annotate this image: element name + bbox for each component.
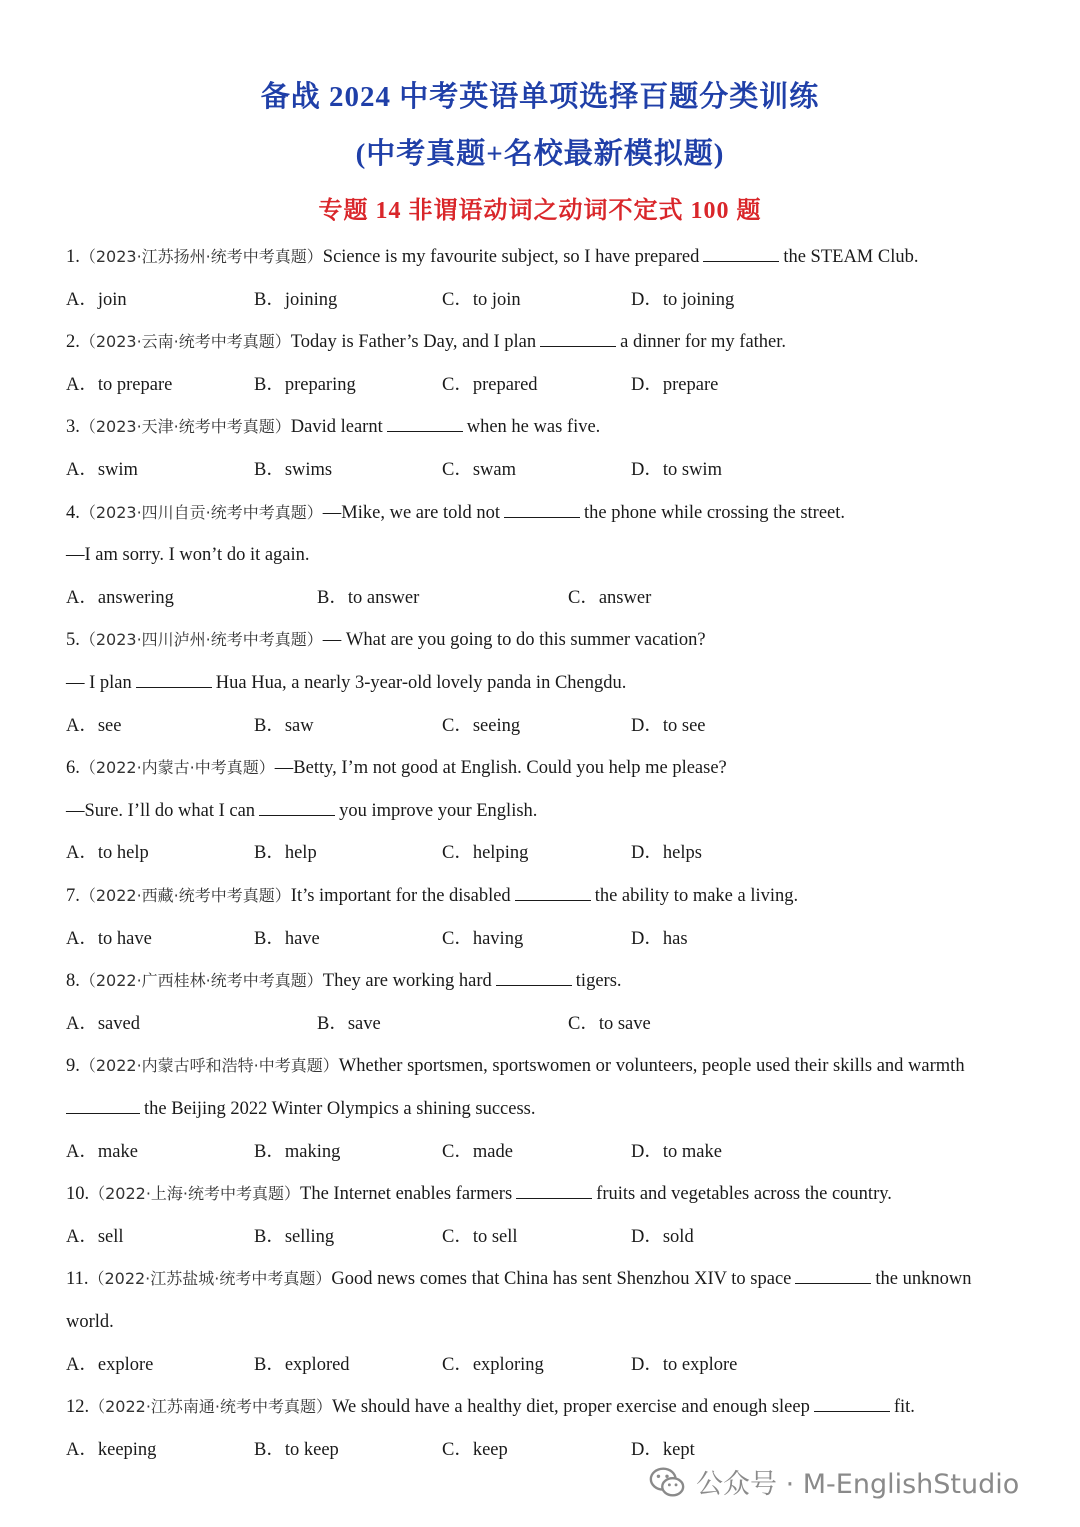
question-number: 7. (66, 886, 80, 906)
answer-option[interactable]: C．to sell (442, 1226, 518, 1247)
answer-option[interactable]: D．has (631, 928, 688, 949)
answer-blank (504, 501, 580, 518)
question-stem (66, 1054, 1030, 1078)
question-source: （2023·四川泸州·统考中考真题） (79, 630, 323, 650)
question-source: （2023·天津·统考中考真题） (79, 417, 291, 437)
answer-option[interactable]: D．kept (631, 1439, 695, 1460)
question-text: —Betty, I’m not good at English. Could you help me please? (274, 758, 727, 779)
question-stem (66, 1267, 1030, 1291)
question-source: （2023·四川自贡·统考中考真题） (79, 502, 323, 522)
question-text-after: the phone while crossing the street. (584, 502, 846, 523)
question-stem-continued (66, 1310, 1030, 1334)
answer-option[interactable]: D．to make (631, 1141, 722, 1162)
answer-blank (814, 1395, 890, 1412)
question-text: —I am sorry. I won’t do it again. (66, 545, 310, 566)
answer-option[interactable]: A．answering (66, 587, 174, 608)
question-stem (66, 756, 1030, 780)
question-text-after: the STEAM Club. (783, 247, 919, 267)
question-stem (66, 884, 1030, 908)
answer-option[interactable]: D．to swim (631, 460, 722, 480)
answer-option[interactable]: C．prepared (442, 374, 538, 395)
answer-option[interactable]: A．keeping (66, 1439, 157, 1460)
answer-option[interactable]: D．to joining (631, 289, 735, 310)
answer-option[interactable]: B．making (254, 1141, 341, 1162)
question-stem (66, 1182, 1030, 1206)
wechat-icon (648, 1463, 686, 1501)
question-number: 11. (66, 1269, 89, 1290)
question-text-after: when he was five. (466, 417, 601, 438)
question-source: （2022·内蒙古·中考真题） (79, 758, 275, 778)
question-source: （2022·上海·统考中考真题） (89, 1184, 301, 1204)
answer-option[interactable]: B．saw (254, 715, 314, 736)
question-text: Today is Father’s Day, and I plan (290, 332, 537, 353)
question-text: —Sure. I’ll do what I can (66, 800, 256, 821)
answer-option[interactable]: D．to explore (631, 1354, 738, 1375)
question-stem-continued (66, 671, 1030, 695)
answer-blank (66, 1097, 140, 1114)
question-source: （2022·江苏盐城·统考中考真题） (88, 1269, 332, 1289)
answer-option[interactable]: A．to help (66, 843, 149, 864)
question-source: （2022·广西桂林·统考中考真题） (79, 971, 323, 991)
answer-option[interactable]: A．swim (66, 460, 138, 480)
question-source: （2022·西藏·统考中考真题） (79, 886, 291, 905)
answer-option[interactable]: C．answer (568, 587, 652, 608)
answer-option[interactable]: B．save (317, 1013, 381, 1034)
question-stem-continued (66, 543, 1030, 567)
question-number: 4. (66, 502, 80, 523)
answer-blank (516, 1182, 592, 1199)
question-source: （2023·江苏扬州·统考中考真题） (79, 247, 323, 266)
answer-option[interactable]: B．preparing (254, 374, 356, 395)
question-stem (66, 628, 1030, 652)
answer-option[interactable]: C．having (442, 928, 524, 949)
question-stem-continued (66, 1097, 1030, 1121)
answer-option[interactable]: D．helps (631, 843, 702, 864)
question-text-after: tigers. (575, 971, 622, 992)
answer-option[interactable]: A．to have (66, 928, 152, 949)
answer-option[interactable]: B．selling (254, 1226, 335, 1247)
answer-option[interactable]: A．make (66, 1141, 138, 1162)
answer-option[interactable]: B．to keep (254, 1439, 339, 1460)
question-text-after: Hua Hua, a nearly 3-year-old lovely panda in Chengdu. (215, 673, 627, 693)
answer-option[interactable]: C．made (442, 1141, 513, 1162)
answer-option[interactable]: C．exploring (442, 1354, 544, 1375)
watermark-text: 公众号 · M-EnglishStudio (696, 1469, 1020, 1500)
question-stem (66, 969, 1030, 993)
question-stem (66, 245, 1030, 269)
answer-option[interactable]: A．saved (66, 1013, 140, 1034)
question-text: Whether sportsmen, sportswomen or volunteers, people used their skills and warmth (338, 1056, 965, 1077)
question-number: 12. (66, 1397, 90, 1418)
watermark (648, 1462, 1019, 1501)
question-stem-continued (66, 799, 1030, 823)
answer-blank (795, 1267, 871, 1284)
answer-option[interactable]: D．to see (631, 715, 706, 736)
answer-option[interactable]: B．to answer (317, 587, 420, 608)
answer-blank (703, 245, 779, 262)
question-text-after: fruits and vegetables across the country. (596, 1184, 892, 1205)
question-stem (66, 501, 1030, 525)
answer-blank (496, 969, 572, 986)
answer-option[interactable]: A．sell (66, 1226, 124, 1247)
question-text: David learnt (290, 417, 383, 438)
question-text-after: fit. (893, 1397, 915, 1418)
answer-blank (515, 884, 591, 901)
answer-option[interactable]: C．to join (442, 289, 521, 310)
question-text-after: the ability to make a living. (594, 886, 799, 906)
answer-option[interactable]: D．prepare (631, 374, 719, 395)
question-text: It’s important for the disabled (290, 886, 511, 906)
answer-option[interactable]: B．joining (254, 289, 338, 310)
question-number: 10. (66, 1184, 90, 1205)
answer-option[interactable]: B．explored (254, 1354, 350, 1375)
answer-option[interactable]: D．sold (631, 1226, 694, 1247)
page-title: 备战 2024 中考英语单项选择百题分类训练 (260, 81, 820, 113)
question-text-after: a dinner for my father. (620, 332, 787, 353)
question-number: 6. (66, 758, 80, 779)
answer-option[interactable]: A．to prepare (66, 374, 173, 395)
question-text: world. (66, 1312, 114, 1332)
answer-blank (259, 799, 335, 816)
answer-option[interactable]: C．swam (442, 460, 517, 480)
question-text: — What are you going to do this summer vacation? (322, 630, 706, 651)
question-text: Good news comes that China has sent Shenzhou XIV to space (331, 1269, 792, 1290)
question-text: —Mike, we are told not (322, 502, 501, 523)
answer-option[interactable]: C．helping (442, 843, 529, 864)
answer-option[interactable]: A．see (66, 715, 122, 736)
question-text: The Internet enables farmers (300, 1184, 513, 1205)
page-subtitle: (中考真题+名校最新模拟题) (355, 138, 725, 170)
question-text: Science is my favourite subject, so I have prepared (322, 247, 700, 267)
answer-option[interactable]: C．to save (568, 1013, 651, 1034)
question-text-after: you improve your English. (339, 800, 538, 821)
answer-option[interactable]: C．keep (442, 1439, 508, 1460)
question-number: 3. (66, 417, 80, 438)
question-stem (66, 1395, 1030, 1419)
answer-blank (540, 330, 616, 347)
question-stem (66, 330, 1030, 354)
question-stem (66, 415, 1030, 439)
question-text: We should have a healthy diet, proper exercise and enough sleep (332, 1397, 810, 1418)
question-source: （2022·内蒙古呼和浩特·中考真题） (79, 1056, 339, 1076)
question-text-after: the Beijing 2022 Winter Olympics a shining success. (144, 1099, 536, 1119)
answer-blank (387, 415, 463, 432)
question-text: — I plan (66, 673, 132, 693)
answer-blank (136, 671, 212, 688)
question-source: （2023·云南·统考中考真题） (79, 332, 291, 352)
answer-option[interactable]: B．help (254, 843, 317, 864)
answer-option[interactable]: A．explore (66, 1354, 154, 1375)
question-number: 8. (66, 971, 80, 992)
answer-option[interactable]: B．swims (254, 460, 333, 480)
answer-option[interactable]: B．have (254, 928, 320, 949)
question-source: （2022·江苏南通·统考中考真题） (89, 1397, 333, 1417)
question-number: 5. (66, 630, 80, 651)
answer-option[interactable]: C．seeing (442, 715, 521, 736)
answer-option[interactable]: A．join (66, 289, 127, 310)
question-number: 9. (66, 1056, 80, 1077)
topic-title: 专题 14 非谓语动词之动词不定式 100 题 (318, 198, 762, 224)
question-text-after: the unknown (875, 1269, 972, 1290)
question-text: They are working hard (322, 971, 492, 992)
question-number: 2. (66, 332, 80, 353)
question-number: 1. (66, 247, 80, 267)
